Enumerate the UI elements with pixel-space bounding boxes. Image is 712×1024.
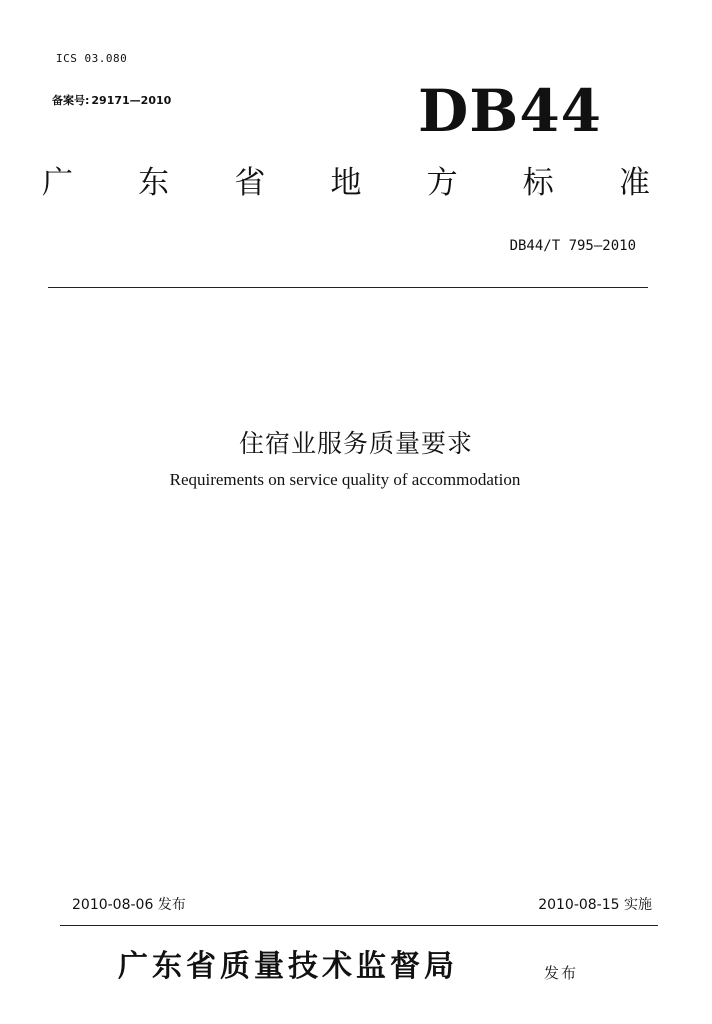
record-label: 备案号:: [52, 94, 90, 107]
standard-number: DB44/T 795—2010: [509, 238, 636, 254]
db44-logo: DB44: [418, 77, 603, 145]
title-chinese: 住宿业服务质量要求: [238, 429, 473, 458]
ics-code: ICS 03.080: [56, 52, 128, 65]
implementation-date: 2010-08-15 实施: [538, 897, 652, 913]
issuer-name: 广东省质量技术监督局: [118, 949, 458, 984]
title-english: Requirements on service quality of accommodation: [169, 470, 521, 489]
standard-type-char: 方: [426, 165, 458, 201]
record-number: [52, 92, 171, 108]
top-divider: [48, 287, 648, 288]
issuer-suffix: 发布: [544, 964, 579, 982]
issue-date: 2010-08-06 发布: [72, 897, 186, 913]
standard-type-char: 东: [138, 165, 170, 201]
standard-type-char: 广: [42, 165, 73, 201]
standard-type-char: 地: [330, 165, 362, 201]
bottom-divider: [60, 925, 658, 926]
record-value: 29171—2010: [91, 94, 172, 107]
standard-type-char: 准: [618, 165, 650, 201]
standard-type-char: 标: [522, 165, 554, 201]
standard-type-heading: [42, 165, 650, 201]
standard-type-char: 省: [234, 165, 266, 201]
